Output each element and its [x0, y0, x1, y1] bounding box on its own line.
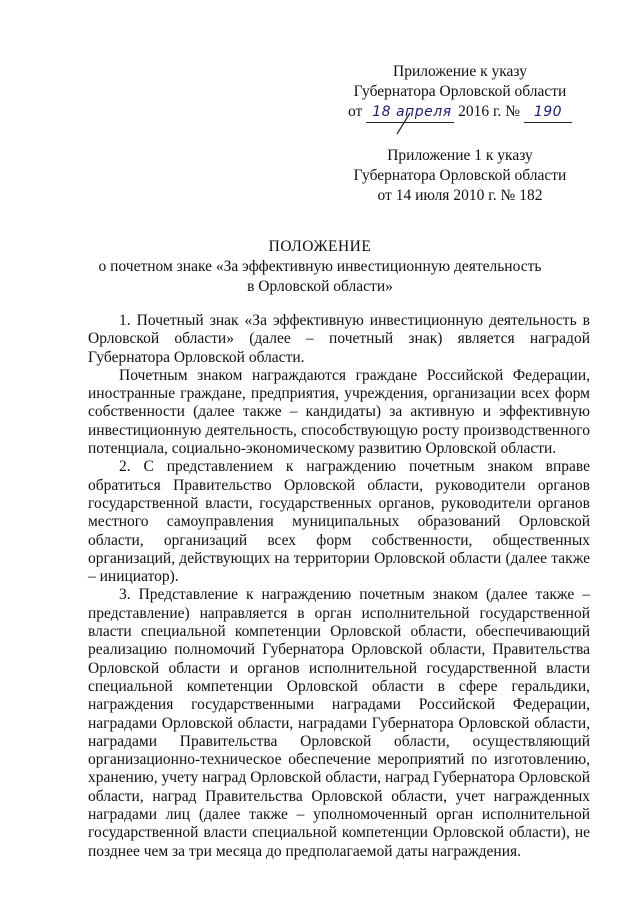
handwritten-decree-number: 190: [524, 102, 572, 123]
appendix-original-issuer: Губернатора Орловской области: [353, 167, 567, 184]
appendix-current-decree: [330, 62, 590, 123]
paragraph: 1. Почетный знак «За эффективную инвестиционную деятельность в Орловской области» (далее – почетный знак) является наградой Губернатора Орловской области.: [88, 312, 590, 366]
paragraph: Почетным знаком награждаются граждане Российской Федерации, иностранные граждане, предприятия, учреждения, организации всех форм собственности (далее также – кандидаты) за активную и эффективную инвестиционную деятельность, способствующую росту производственного потенциала, социально-экономическому развитию Орловской области.: [88, 366, 590, 458]
pen-stroke-mark: [394, 112, 414, 136]
appendix-original-date: от 14 июля 2010 г. № 182: [377, 187, 543, 204]
appendix-original-title: Приложение 1 к указу: [387, 147, 533, 164]
date-prefix: от: [348, 103, 363, 120]
paragraph: 3. Представление к награждению почетным знаком (далее также – представление) направляется в орган исполнительной государственной власти специальной компетенции Орловской области, обеспечивающий реализацию полномочий Губернатора Орловской области, Правительства Орловской области и органов исполнительной государственной власти специальной компетенции Орловской области в сфере геральдики, награждения государственными наградами Российской Федерации, наградами Орловской области, наградами Губернатора Орловской области, наградами Правительства Орловской области, осуществляющий организационно-техническое обеспечение мероприятий по изготовлению, хранению, учету наград Орловской области, наград Губернатора Орловской области, наград Правительства Орловской области, учет награжденных наградами лиц (далее также – уполномоченный орган исполнительной государственной власти специальной компетенции Орловской области), не позднее чем за три месяца до предполагаемой даты награждения.: [88, 586, 590, 860]
handwritten-date: 18 апреля: [366, 102, 454, 123]
appendix-issuer: Губернатора Орловской области: [353, 83, 567, 100]
decree-year-number-label: 2016 г. №: [458, 103, 521, 120]
document-heading: ПОЛОЖЕНИЕ: [268, 238, 372, 255]
document-title-block: [60, 237, 580, 297]
document-subtitle-line1: о почетном знаке «За эффективную инвестиционную деятельность: [98, 258, 542, 275]
decree-date-line: [330, 102, 590, 123]
appendix-title: Приложение к указу: [393, 63, 527, 80]
paragraph: 2. С представлением к награждению почетным знаком вправе обратиться Правительство Орловской области, руководители органов государственной власти, государственных органов, руководители органов местного самоуправления муниципальных образований Орловской области, организаций всех форм собственности, общественных организаций, действующих на территории Орловской области (далее также – инициатор).: [88, 458, 590, 586]
document-subtitle-line2: в Орловской области»: [247, 278, 393, 295]
appendix-original-decree: [330, 146, 590, 206]
document-body: [88, 312, 590, 861]
